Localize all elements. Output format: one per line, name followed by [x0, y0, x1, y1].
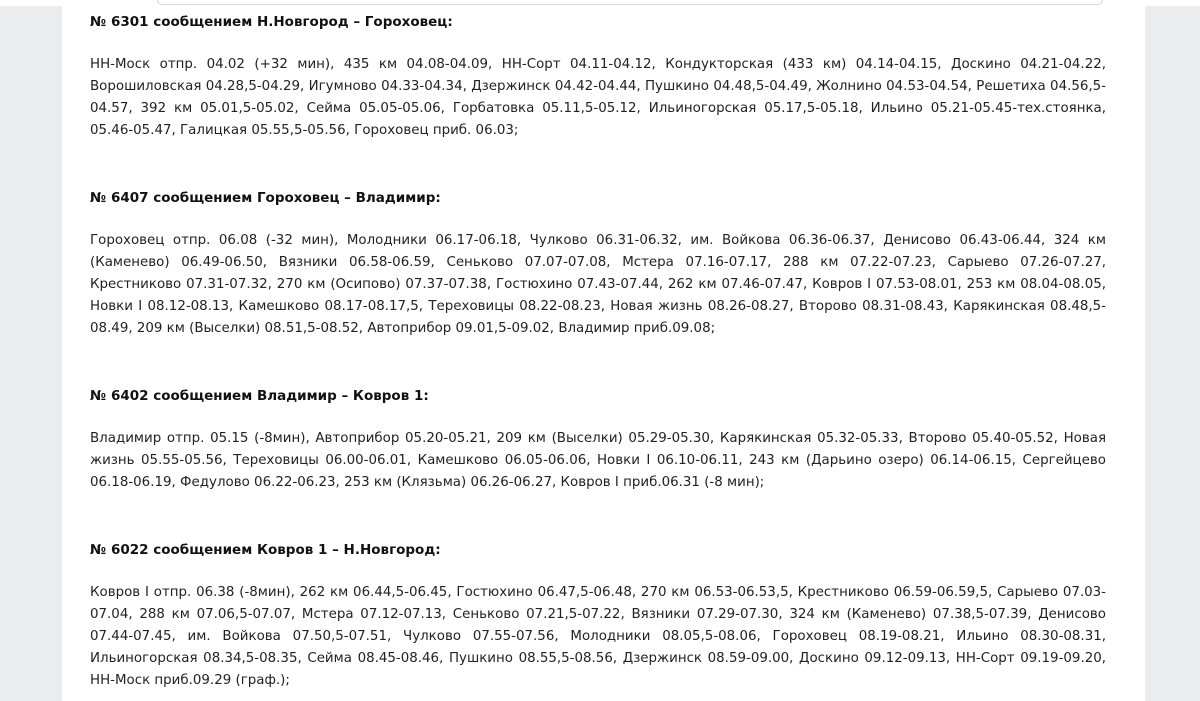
train-section-6022 [90, 540, 1106, 692]
right-page-margin [1145, 6, 1200, 701]
train-section-6402 [90, 386, 1106, 494]
section-body: НН-Моск отпр. 04.02 (+32 мин), 435 км 04.08-04.09, НН-Сорт 04.11-04.12, Кондукторская (433 км) 04.14-04.15, Доскино 04.21-04.22, Ворошиловская 04.28,5-04.29, Игумново 04.33-04.34, Дзержинск 04.42-04.44, Пушкино 04.48,5-04.49, Жолнино 04.53-04.54, Решетиха 04.56,5-04.57, 392 км 05.01,5-05.02, Сейма 05.05-05.06, Горбатовка 05.11,5-05.12, Ильиногорская 05.17,5-05.18, Ильино 05.21-05.45-тех.стоянка, 05.46-05.47, Галицкая 05.55,5-05.56, Гороховец приб. 06.03; [90, 57, 1106, 138]
train-section-6301 [90, 12, 1106, 142]
section-body: Гороховец отпр. 06.08 (-32 мин), Молодники 06.17-06.18, Чулково 06.31-06.32, им. Войкова 06.36-06.37, Денисово 06.43-06.44, 324 км (Каменево) 06.49-06.50, Вязники 06.58-06.59, Сеньково 07.07-07.08, Мстера 07.16-07.17, 288 км 07.22-07.23, Сарыево 07.26-07.27, Крестниково 07.31-07.32, 270 км (Осипово) 07.37-07.38, Гостюхино 07.43-07.44, 262 км 07.46-07.47, Ковров I 07.53-08.01, 253 км 08.04-08.05, Новки I 08.12-08.13, Камешково 08.17-08.17,5, Тереховицы 08.22-08.23, Новая жизнь 08.26-08.27, Второво 08.31-08.43, Карякинская 08.48,5-08.49, 209 км (Выселки) 08.51,5-08.52, Автоприбор 09.01,5-09.02, Владимир приб.09.08; [90, 233, 1106, 336]
section-body: Ковров I отпр. 06.38 (-8мин), 262 км 06.44,5-06.45, Гостюхино 06.47,5-06.48, 270 км 06.53-06.53,5, Крестниково 06.59-06.59,5, Сарыево 07.03-07.04, 288 км 07.06,5-07.07, Мстера 07.12-07.13, Сеньково 07.21,5-07.22, Вязники 07.29-07.30, 324 км (Каменево) 07.38,5-07.39, Денисово 07.44-07.45, им. Войкова 07.50,5-07.51, Чулково 07.55-07.56, Молодники 08.05,5-08.06, Гороховец 08.19-08.21, Ильино 08.30-08.31, Ильиногорская 08.34,5-08.35, Сейма 08.45-08.46, Пушкино 08.55,5-08.56, Дзержинск 08.59-09.00, Доскино 09.12-09.13, НН-Сорт 09.19-09.20, НН-Моск приб.09.29 (граф.); [90, 585, 1106, 688]
section-heading: № 6402 сообщением Владимир – Ковров 1: [90, 388, 429, 404]
document-content [90, 0, 1106, 701]
section-heading: № 6301 сообщением Н.Новгород – Гороховец: [90, 14, 453, 30]
section-body: Владимир отпр. 05.15 (-8мин), Автоприбор 05.20-05.21, 209 км (Выселки) 05.29-05.30, Карякинская 05.32-05.33, Второво 05.40-05.52, Новая жизнь 05.55-05.56, Тереховицы 06.00-06.01, Камешково 06.05-06.06, Новки I 06.10-06.11, 243 км (Дарьино озеро) 06.14-06.15, Сергейцево 06.18-06.19, Федулово 06.22-06.23, 253 км (Клязьма) 06.26-06.27, Ковров I приб.06.31 (-8 мин); [90, 431, 1106, 490]
left-page-margin [0, 6, 62, 701]
section-heading: № 6022 сообщением Ковров 1 – Н.Новгород: [90, 542, 441, 558]
section-heading: № 6407 сообщением Гороховец – Владимир: [90, 190, 441, 206]
train-section-6407 [90, 188, 1106, 340]
